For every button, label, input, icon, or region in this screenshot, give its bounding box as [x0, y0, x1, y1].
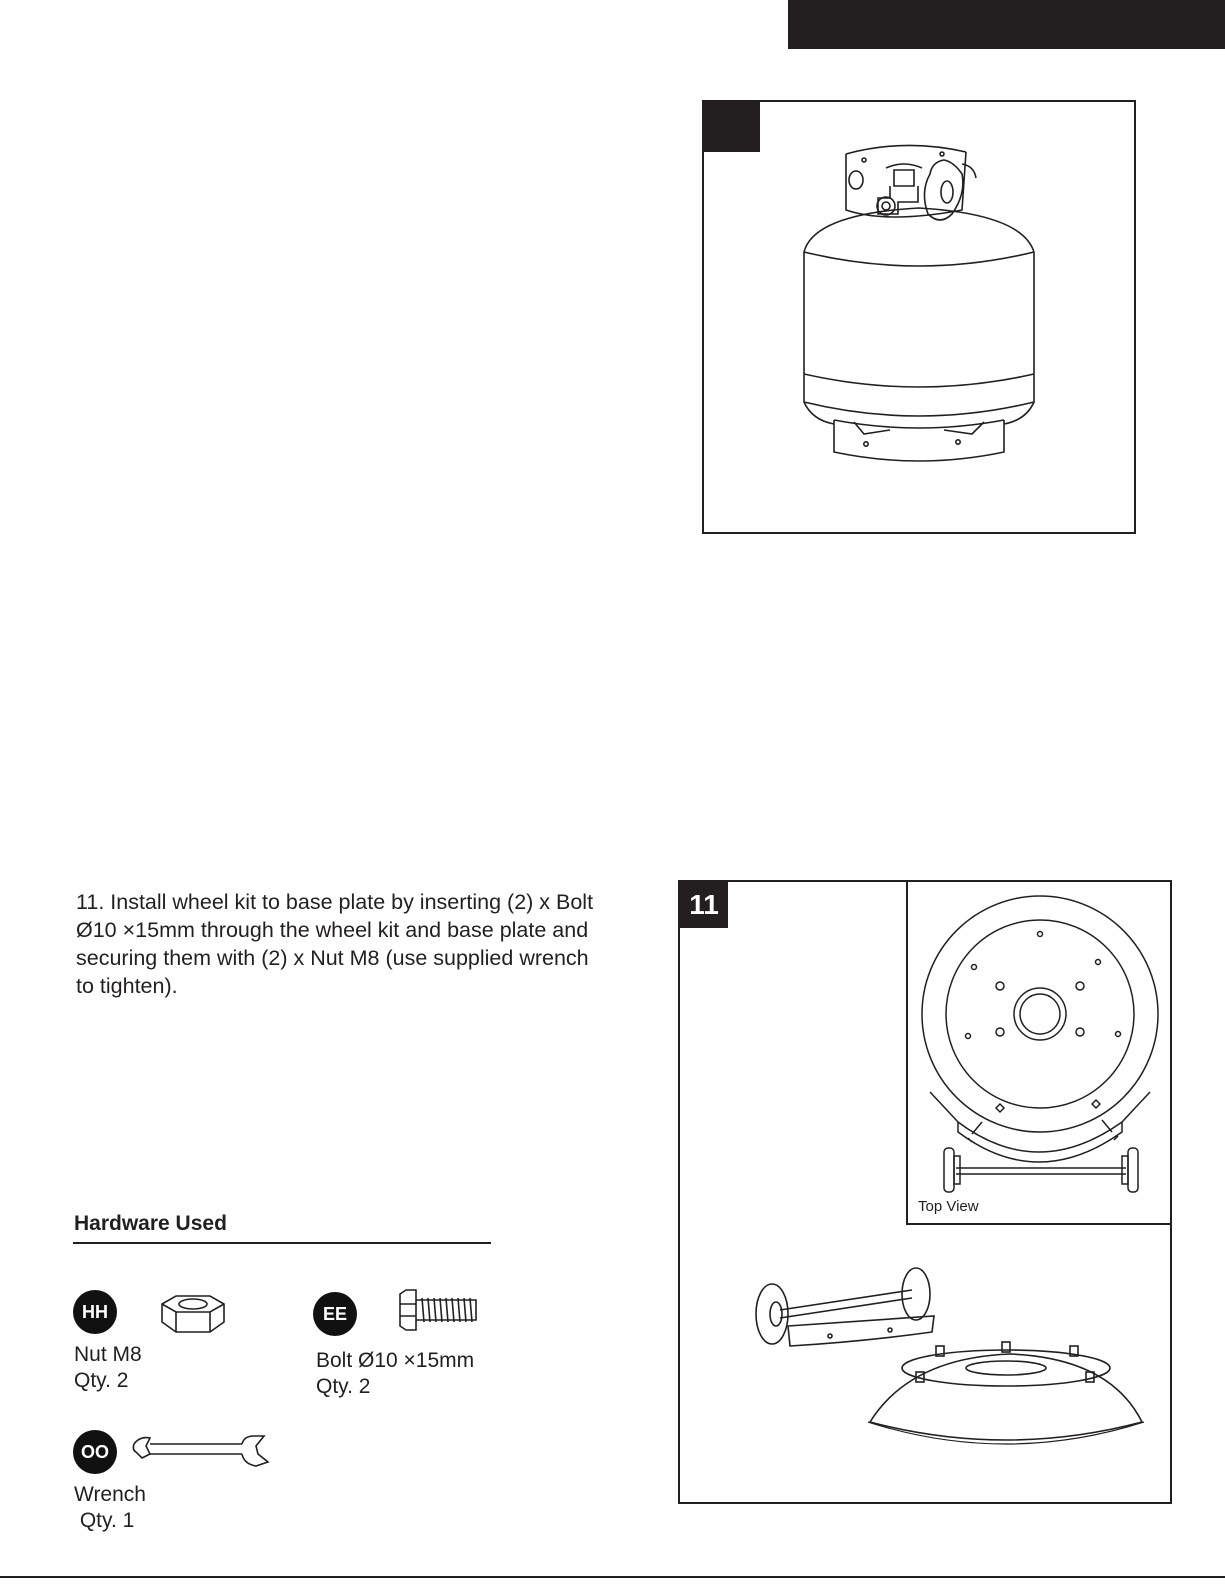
hardware-divider	[73, 1242, 491, 1244]
hardware-name: Bolt Ø10 ×15mm	[316, 1349, 475, 1372]
hardware-qty: Qty. 2	[74, 1369, 129, 1392]
header-bar	[788, 0, 1225, 49]
hardware-qty: Qty. 2	[316, 1375, 371, 1398]
bolt-icon	[398, 1288, 480, 1332]
hardware-name: Nut M8	[74, 1343, 142, 1366]
hardware-code-badge: EE	[313, 1292, 357, 1336]
hex-nut-icon	[158, 1292, 228, 1336]
inset-caption: Top View	[918, 1198, 979, 1215]
propane-tank-illustration	[704, 102, 1134, 532]
wrench-icon	[130, 1432, 270, 1472]
top-view-inset	[906, 882, 1172, 1225]
top-view-illustration	[908, 882, 1172, 1222]
step-11-figure	[678, 880, 1172, 1504]
hardware-name: Wrench	[74, 1483, 146, 1506]
wheel-kit-assembly-illustration	[680, 1222, 1170, 1502]
step-number-badge: 11	[680, 882, 728, 928]
propane-tank-figure	[702, 100, 1136, 534]
hardware-code-badge: HH	[73, 1290, 117, 1334]
footer-rule	[0, 1576, 1225, 1578]
hardware-qty: Qty. 1	[74, 1509, 135, 1532]
hardware-title: Hardware Used	[74, 1212, 227, 1235]
hardware-code-badge: OO	[73, 1430, 117, 1474]
step-instruction: 11. Install wheel kit to base plate by inserting (2) x Bolt Ø10 ×15mm through the wheel kit and base plate and securing them with (2) x Nut M8 (use supplied wrench to tighten).	[76, 890, 594, 998]
